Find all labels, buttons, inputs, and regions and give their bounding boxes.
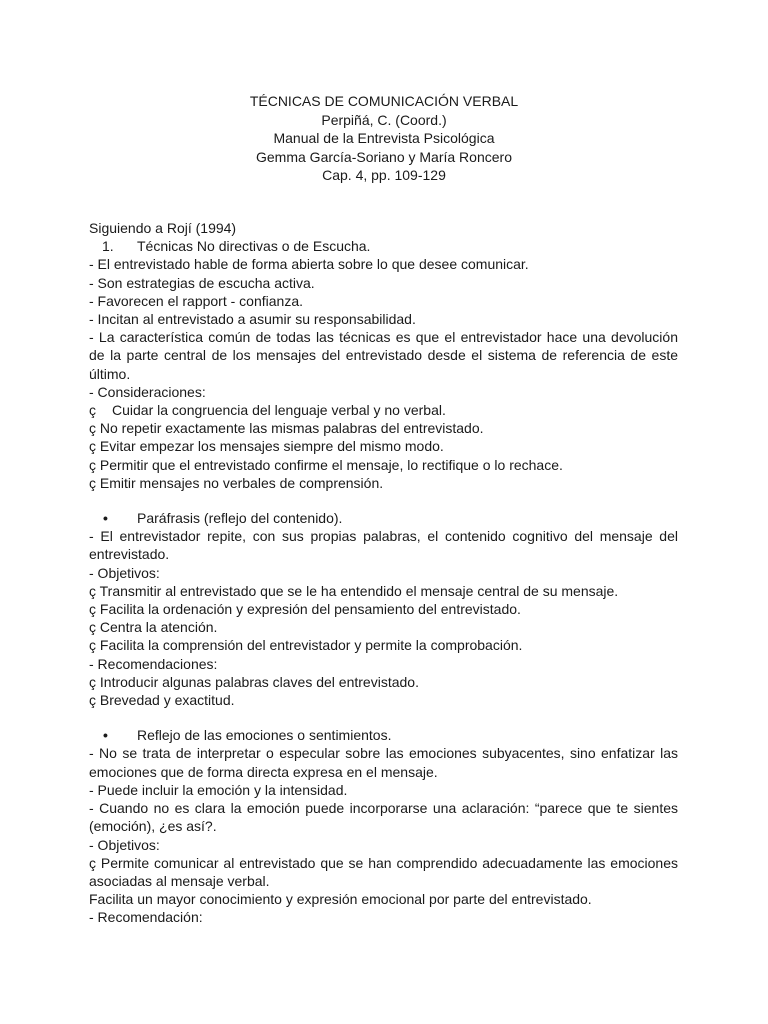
- intro-line: Siguiendo a Rojí (1994): [89, 220, 237, 236]
- recommendation-heading: - Recomendación:: [89, 909, 203, 926]
- book-title: Manual de la Entrevista Psicológica: [273, 130, 495, 146]
- list-item: ç Transmitir al entrevistado que se le ha entendido el mensaje central de su mensaje.: [89, 582, 619, 599]
- list-item: ç Facilita la comprensión del entrevistador y permite la comprobación.: [89, 637, 523, 654]
- list-marker: ç: [89, 402, 96, 419]
- list-item: - Son estrategias de escucha activa.: [89, 274, 315, 291]
- list-item: ç Introducir algunas palabras claves del entrevistado.: [89, 673, 419, 690]
- document-header: [0, 92, 768, 185]
- list-item: - Puede incluir la emoción y la intensidad.: [89, 781, 348, 798]
- subsection-heading: [89, 509, 678, 527]
- list-item: ç Permitir que el entrevistado confirme el mensaje, lo rectifique o lo rechace.: [89, 456, 563, 473]
- document-body: [89, 219, 678, 927]
- list-item: ç Evitar empezar los mensajes siempre del mismo modo.: [89, 438, 444, 455]
- list-item: - El entrevistado hable de forma abierta sobre lo que desee comunicar.: [89, 256, 529, 273]
- subsection-title: Paráfrasis (reflejo del contenido).: [137, 510, 343, 527]
- chapter-pages: Cap. 4, pp. 109-129: [322, 167, 446, 183]
- bullet-icon: •: [103, 727, 108, 744]
- subsection-title: Reflejo de las emociones o sentimientos.: [137, 727, 392, 744]
- document-title: TÉCNICAS DE COMUNICACIÓN VERBAL: [249, 93, 519, 109]
- list-item: Facilita un mayor conocimiento y expresión emocional por parte del entrevistado.: [89, 891, 592, 908]
- considerations-heading: - Consideraciones:: [89, 383, 206, 400]
- paragraph: - El entrevistador repite, con sus propias palabras, el contenido cognitivo del mensaje del entrevistado.: [89, 528, 678, 563]
- coordinator-line: Perpiñá, C. (Coord.): [321, 111, 447, 128]
- list-item: ç Facilita la ordenación y expresión del pensamiento del entrevistado.: [89, 601, 521, 618]
- section-heading: [89, 237, 678, 255]
- bullet-icon: •: [103, 510, 108, 527]
- list-item: - Incitan al entrevistado a asumir su responsabilidad.: [89, 311, 416, 328]
- paragraph: - La característica común de todas las técnicas es que el entrevistador hace una devolución de la parte central de los mensajes del entrevistado desde el sistema de referencia de este último.: [89, 329, 678, 382]
- objectives-heading: - Objetivos:: [89, 836, 160, 853]
- list-item: [89, 401, 678, 419]
- recommendations-heading: - Recomendaciones:: [89, 655, 218, 672]
- list-item: - Favorecen el rapport - confianza.: [89, 292, 303, 309]
- section-number: 1.: [102, 238, 114, 255]
- list-item: ç Brevedad y exactitud.: [89, 692, 235, 709]
- section-title: Técnicas No directivas o de Escucha.: [137, 238, 371, 255]
- subsection-heading: [89, 726, 678, 744]
- list-item: ç Emitir mensajes no verbales de comprensión.: [89, 474, 384, 491]
- objectives-heading: - Objetivos:: [89, 564, 160, 581]
- paragraph: ç Permite comunicar al entrevistado que se han comprendido adecuadamente las emociones asociadas al mensaje verbal.: [89, 854, 678, 889]
- chapter-authors: Gemma García-Soriano y María Roncero: [256, 148, 512, 165]
- list-item: ç No repetir exactamente las mismas palabras del entrevistado.: [89, 420, 484, 437]
- list-item-text: Cuidar la congruencia del lenguaje verbal y no verbal.: [112, 402, 446, 419]
- paragraph: - No se trata de interpretar o especular sobre las emociones subyacentes, sino enfatizar las emociones que de forma directa expresa en el mensaje.: [89, 745, 678, 780]
- paragraph: - Cuando no es clara la emoción puede incorporarse una aclaración: “parece que te sientes (emoción), ¿es así?.: [89, 800, 678, 835]
- list-item: ç Centra la atención.: [89, 619, 218, 636]
